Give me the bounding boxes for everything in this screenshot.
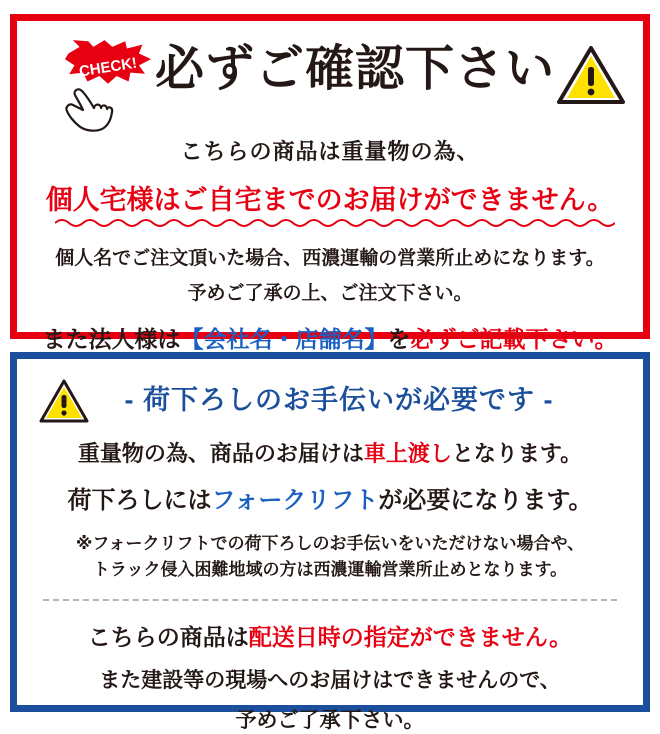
blue-heading: - 荷下ろしのお手伝いが必要です - — [124, 385, 554, 415]
blue-line-3-b: トラック侵入困難地域の方は西濃運輸営業所止めとなります。 — [92, 560, 568, 579]
page-title: 必ずご確認下さい — [155, 42, 556, 96]
blue-line-4-a: こちらの商品は — [87, 624, 249, 650]
red-line-4: 予めご了承の上、ご注文下さい。 — [187, 283, 473, 304]
red-line-5-a: また法人様は — [42, 326, 181, 352]
red-line-5-c: を — [387, 326, 411, 352]
red-notice-panel — [10, 14, 650, 352]
blue-line-4-b: 配送日時の指定ができません。 — [248, 624, 573, 650]
wavy-underline — [55, 217, 615, 227]
blue-line-4 — [17, 619, 643, 652]
check-badge-label: CHECK! — [77, 54, 139, 80]
blue-line-1-a: 重量物の為、商品のお届けは — [77, 441, 364, 466]
red-line-5-d: 必ずご記載下さい。 — [410, 326, 618, 352]
blue-heading-row — [17, 377, 643, 433]
red-line-1: こちらの商品は重量物の為、 — [180, 139, 480, 164]
warning-triangle-icon — [557, 45, 625, 105]
blue-line-2-b: フォークリフト — [211, 487, 379, 514]
warning-triangle-icon — [39, 379, 89, 423]
blue-line-1 — [17, 437, 643, 468]
red-line-5-b: 【会社名・店舗名】 — [180, 326, 388, 352]
blue-line-6: 予めご了承下さい。 — [235, 709, 425, 732]
blue-line-5: また建設等の現場へのお届けはできませんので、 — [99, 669, 561, 692]
red-line-5 — [17, 321, 643, 354]
red-line-3: 個人名でご注文頂いた場合、西濃運輸の営業所止めになります。 — [55, 248, 605, 269]
red-line-2: 個人宅様はご自宅までのお届けができません。 — [45, 185, 615, 215]
blue-line-2 — [17, 480, 643, 515]
blue-line-1-c: となります。 — [451, 441, 583, 466]
blue-line-1-b: 車上渡し — [363, 441, 452, 466]
blue-line-3 — [17, 531, 643, 583]
red-headline-row — [17, 37, 643, 129]
blue-line-2-a: 荷下ろしには — [67, 487, 212, 514]
divider — [43, 599, 617, 601]
blue-line-2-c: が必要になります。 — [378, 487, 593, 514]
blue-line-3-a: ※フォークリフトでの荷下ろしのお手伝いをいただけない場合や、 — [75, 534, 585, 553]
pointing-hand-icon — [61, 81, 117, 133]
blue-notice-panel — [10, 352, 650, 732]
